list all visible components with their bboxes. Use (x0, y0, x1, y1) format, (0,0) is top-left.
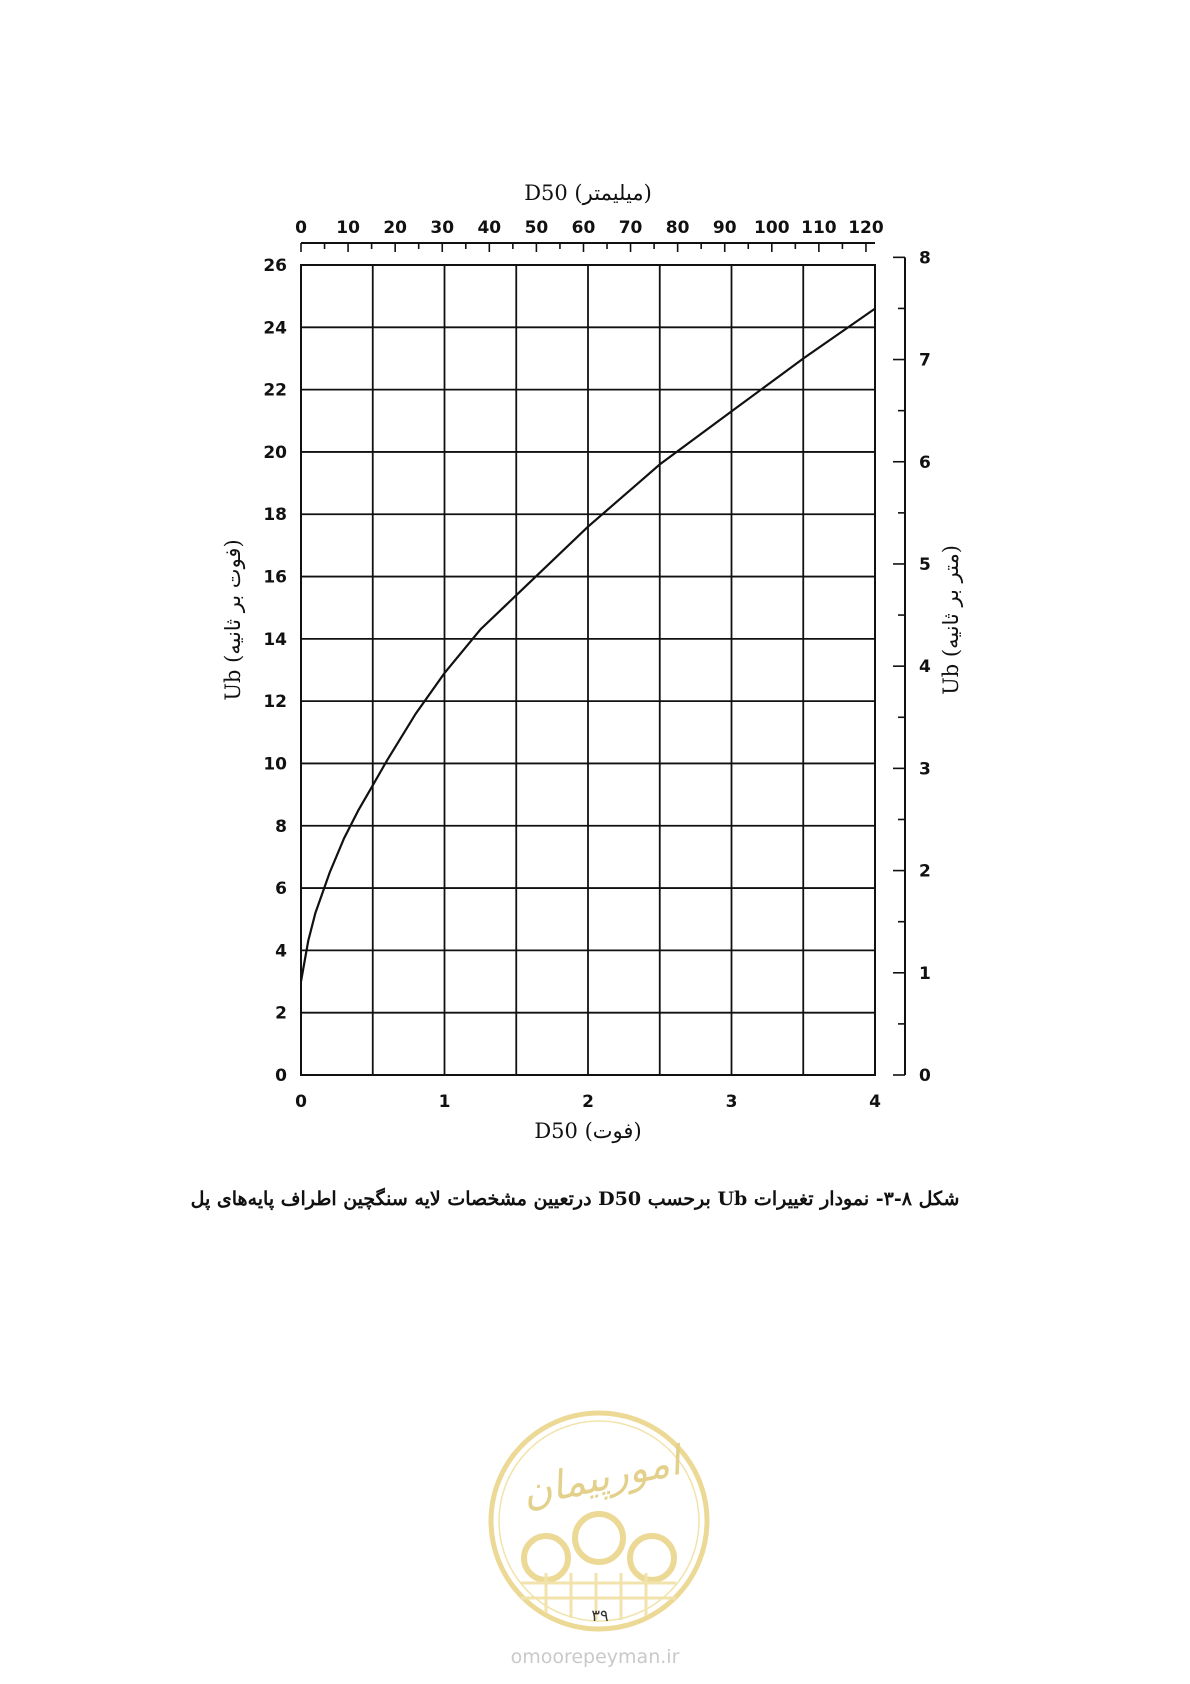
right-axis (893, 248, 931, 1086)
x-top-tick-label: 10 (336, 218, 360, 238)
y-left-tick-label: 8 (275, 816, 287, 837)
x-bottom-tick-label: 0 (295, 1092, 307, 1112)
y-left-tick-label: 26 (263, 256, 287, 276)
y-right-tick-label: 1 (919, 963, 931, 984)
y-right-tick-label: 0 (919, 1066, 931, 1086)
y-right-tick-label: 7 (919, 350, 931, 371)
bottom-tick-labels (295, 1092, 881, 1112)
y-left-tick-label: 2 (275, 1003, 287, 1024)
x-top-tick-label: 50 (524, 218, 549, 238)
x-top-tick-label: 70 (618, 218, 643, 238)
x-bottom-tick-label: 2 (582, 1092, 594, 1112)
y-left-tick-label: 20 (263, 442, 287, 463)
y-right-tick-label: 3 (919, 759, 931, 780)
y-right-tick-label: 8 (919, 248, 931, 269)
x-bottom-axis-title: D50 (فوت) (534, 1119, 642, 1143)
x-top-tick-label: 110 (801, 218, 837, 238)
y-left-tick-label: 22 (263, 380, 287, 401)
x-top-tick-label: 100 (754, 218, 790, 238)
svg-text:امورپیمان: امورپیمان (518, 1438, 685, 1517)
y-right-tick-label: 2 (919, 861, 931, 882)
x-top-tick-label: 60 (571, 218, 596, 238)
x-top-tick-label: 90 (712, 218, 737, 238)
x-top-axis-title: D50 (میلیمتر) (524, 181, 652, 205)
y-left-tick-label: 18 (263, 505, 287, 526)
y-left-tick-label: 16 (263, 567, 287, 588)
y-left-tick-label: 10 (263, 754, 287, 775)
top-axis (295, 218, 884, 252)
grid (301, 265, 875, 1075)
y-left-axis-title: Ub (فوت بر ثانیه) (221, 539, 245, 701)
y-right-tick-label: 6 (919, 452, 931, 473)
x-bottom-tick-label: 1 (438, 1092, 451, 1112)
seal-logo (486, 1408, 712, 1634)
y-left-tick-label: 4 (275, 941, 287, 962)
website-watermark: omoorepeyman.ir (510, 1646, 680, 1668)
x-top-tick-label: 80 (665, 218, 690, 238)
y-right-tick-label: 4 (919, 657, 931, 678)
y-right-tick-label: 5 (919, 554, 931, 575)
figure-caption: شکل ۸-۳- نمودار تغییرات Ub برحسب D50 درتعیین مشخصات لایه سنگچین اطراف پایه‌های پل (190, 1188, 960, 1210)
left-tick-labels (263, 256, 287, 1086)
y-left-tick-label: 12 (263, 692, 287, 713)
x-top-tick-label: 20 (383, 218, 407, 238)
x-top-tick-label: 0 (295, 218, 307, 238)
y-left-tick-label: 24 (263, 318, 287, 339)
y-left-tick-label: 14 (263, 629, 287, 650)
x-bottom-tick-label: 4 (869, 1092, 881, 1112)
y-left-tick-label: 6 (275, 879, 287, 900)
y-right-axis-title: Ub (متر بر ثانیه) (939, 545, 963, 695)
x-top-tick-label: 120 (848, 218, 884, 238)
page-number: ۳۹ (591, 1606, 609, 1625)
x-bottom-tick-label: 3 (725, 1092, 738, 1112)
x-top-tick-label: 40 (477, 218, 502, 238)
y-left-tick-label: 0 (275, 1066, 287, 1086)
x-top-tick-label: 30 (430, 218, 455, 238)
